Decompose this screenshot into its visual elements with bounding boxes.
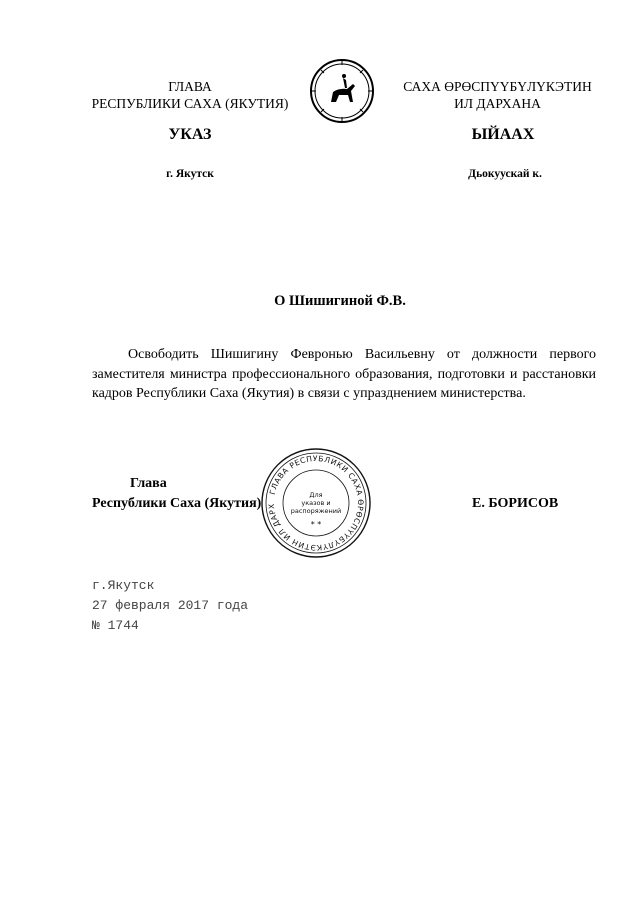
seal-ring-text: ГЛАВА РЕСПУБЛИКИ САХА ӨРӨСПҮҮБҮЛҮКЭТИН ИЛ ДАРХ bbox=[266, 453, 366, 553]
coat-of-arms-emblem bbox=[309, 58, 375, 124]
decree-body: Освободить Шишигину Февронью Васильевну от должности первого заместителя министра профессионального образования, подготовки и расстановки кадров Республики Саха (Якутия) в связи с упразднением министерства. bbox=[92, 347, 596, 401]
seal-star-icon: * * bbox=[310, 520, 322, 529]
footer-date: 27 февраля 2017 года bbox=[92, 598, 249, 613]
signature-position-line1: Глава bbox=[130, 476, 167, 491]
header-left-line1: ГЛАВА bbox=[168, 79, 212, 94]
seal-center-line2: указов и bbox=[301, 499, 331, 507]
header-right-line1: САХА ӨРӨСПҮҮБҮЛҮКЭТИН bbox=[403, 79, 592, 94]
header-left-line2: РЕСПУБЛИКИ САХА (ЯКУТИЯ) bbox=[91, 96, 289, 111]
header-right-line2: ИЛ ДАРХАНА bbox=[454, 96, 541, 111]
signature-position-line2: Республики Саха (Якутия) bbox=[92, 496, 262, 511]
signatory-name: Е. БОРИСОВ bbox=[472, 496, 559, 511]
seal-center-line1: Для bbox=[309, 491, 323, 499]
official-seal bbox=[260, 447, 372, 559]
header-right bbox=[390, 78, 605, 112]
seal-center-line3: распоряжений bbox=[290, 507, 342, 515]
city-ru: г. Якутск bbox=[166, 168, 214, 180]
footer-number: № 1744 bbox=[92, 618, 139, 633]
document-title: О Шишигиной Ф.В. bbox=[274, 293, 406, 309]
doc-type-ru: УКАЗ bbox=[168, 126, 212, 143]
doc-type-sakha: ЫЙААХ bbox=[471, 126, 535, 143]
city-sakha: Дьокуускай к. bbox=[468, 168, 542, 180]
footer-place: г.Якутск bbox=[92, 578, 155, 593]
header-left bbox=[80, 78, 300, 112]
